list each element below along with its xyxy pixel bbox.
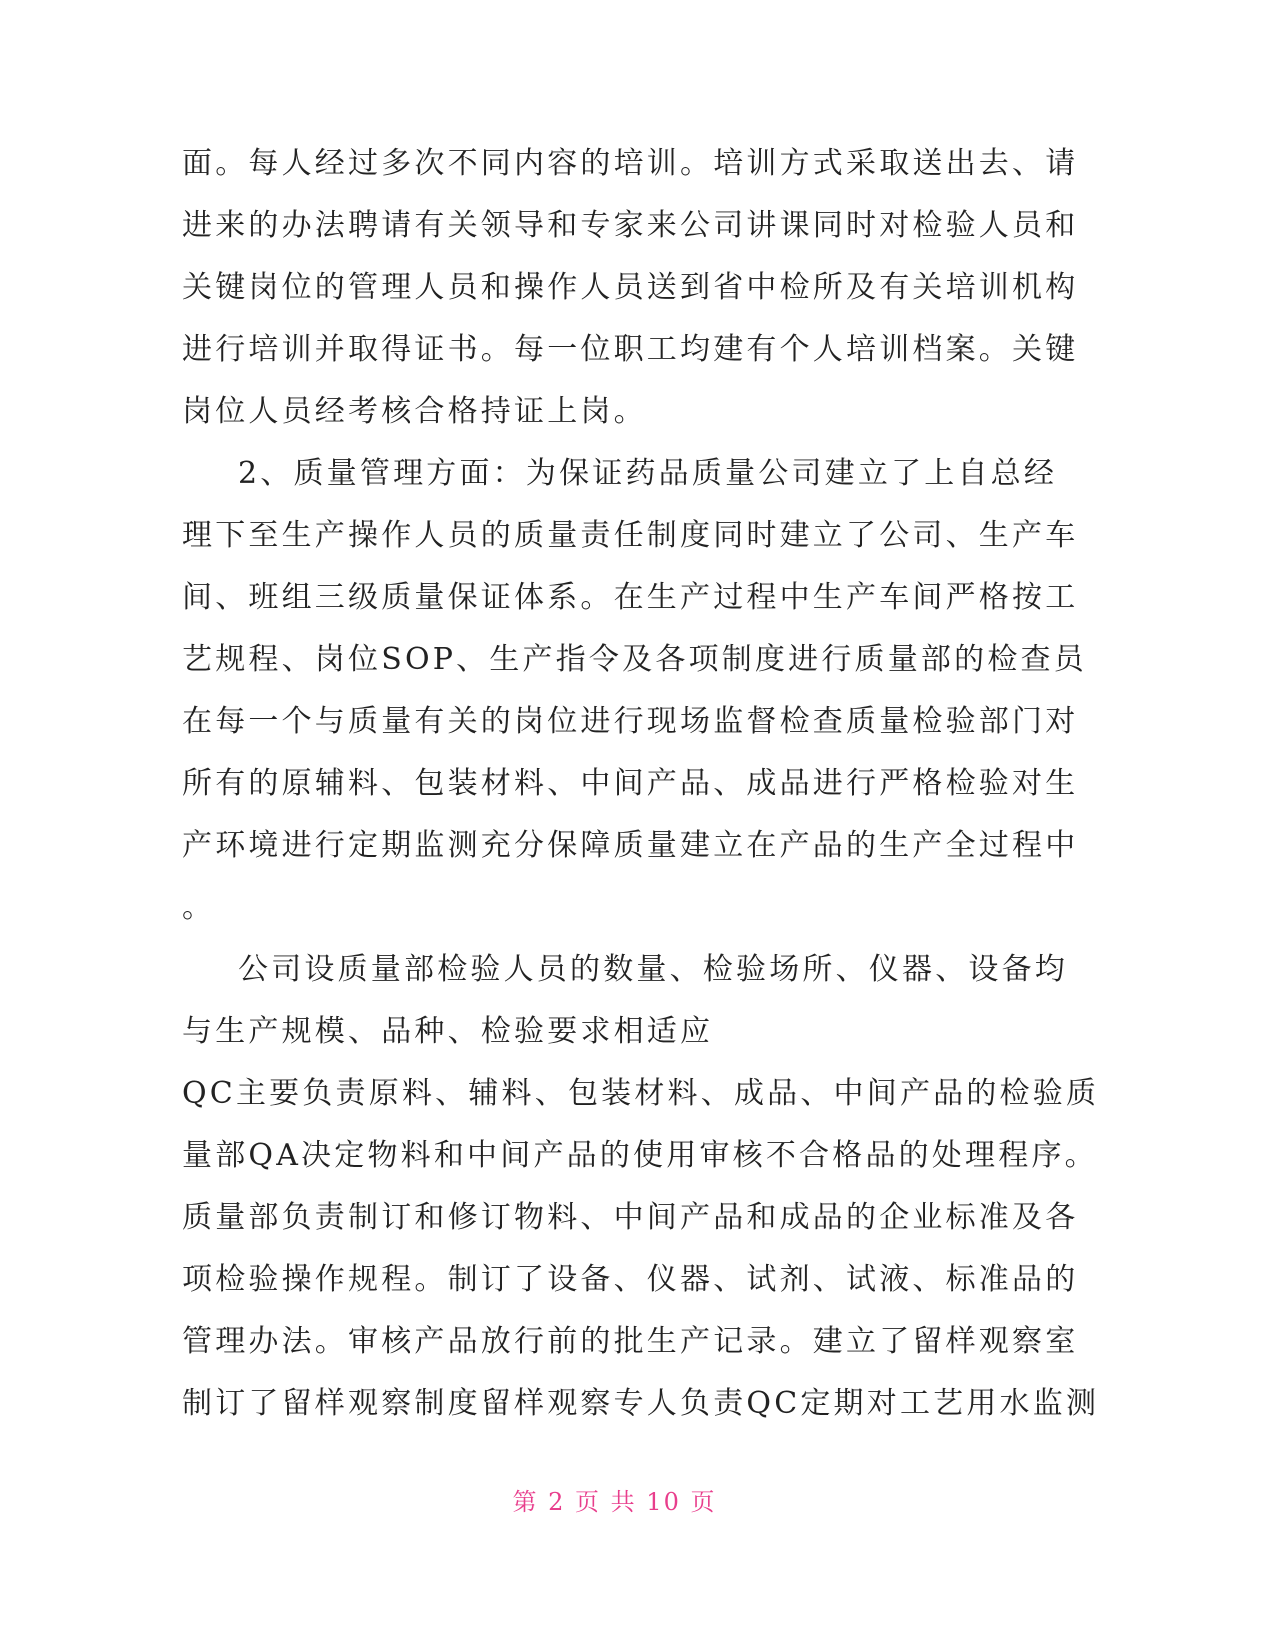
text-line-2: 进来的办法聘请有关领导和专家来公司讲课同时对检验人员和 (182, 208, 1079, 243)
text-line-4: 进行培训并取得证书。每一位职工均建有个人培训档案。关键 (182, 332, 1079, 367)
text-line-7: 理下至生产操作人员的质量责任制度同时建立了公司、生产车 (182, 518, 1079, 553)
page-number-label: 第 2 页 共 10 页 (512, 1488, 717, 1516)
text-line-20: 管理办法。审核产品放行前的批生产记录。建立了留样观察室 (182, 1324, 1079, 1359)
text-line-16: QC主要负责原料、辅料、包装材料、成品、中间产品的检验质 (182, 1076, 1100, 1111)
document-body (182, 133, 1100, 1435)
text-line-21: 制订了留样观察制度留样观察专人负责QC定期对工艺用水监测 (182, 1386, 1100, 1421)
text-line-6: 2、质量管理方面：为保证药品质量公司建立了上自总经 (238, 456, 1058, 491)
text-line-19: 项检验操作规程。制订了设备、仪器、试剂、试液、标准品的 (182, 1262, 1079, 1297)
text-line-12: 产环境进行定期监测充分保障质量建立在产品的生产全过程中 (182, 828, 1079, 863)
text-line-18: 质量部负责制订和修订物料、中间产品和成品的企业标准及各 (182, 1200, 1079, 1235)
page-footer (0, 1482, 1229, 1517)
text-line-9: 艺规程、岗位SOP、生产指令及各项制度进行质量部的检查员 (182, 642, 1087, 677)
text-line-5: 岗位人员经考核合格持证上岗。 (182, 394, 647, 429)
text-line-3: 关键岗位的管理人员和操作人员送到省中检所及有关培训机构 (182, 270, 1079, 305)
text-line-17: 量部QA决定物料和中间产品的使用审核不合格品的处理程序。 (182, 1138, 1098, 1173)
text-line-8: 间、班组三级质量保证体系。在生产过程中生产车间严格按工 (182, 580, 1079, 615)
text-line-15: 与生产规模、品种、检验要求相适应 (182, 1014, 714, 1049)
text-line-13: 。 (182, 890, 216, 925)
text-line-1: 面。每人经过多次不同内容的培训。培训方式采取送出去、请 (182, 146, 1079, 181)
text-line-14: 公司设质量部检验人员的数量、检验场所、仪器、设备均 (238, 952, 1068, 987)
text-line-10: 在每一个与质量有关的岗位进行现场监督检查质量检验部门对 (182, 704, 1079, 739)
text-line-11: 所有的原辅料、包装材料、中间产品、成品进行严格检验对生 (182, 766, 1079, 801)
